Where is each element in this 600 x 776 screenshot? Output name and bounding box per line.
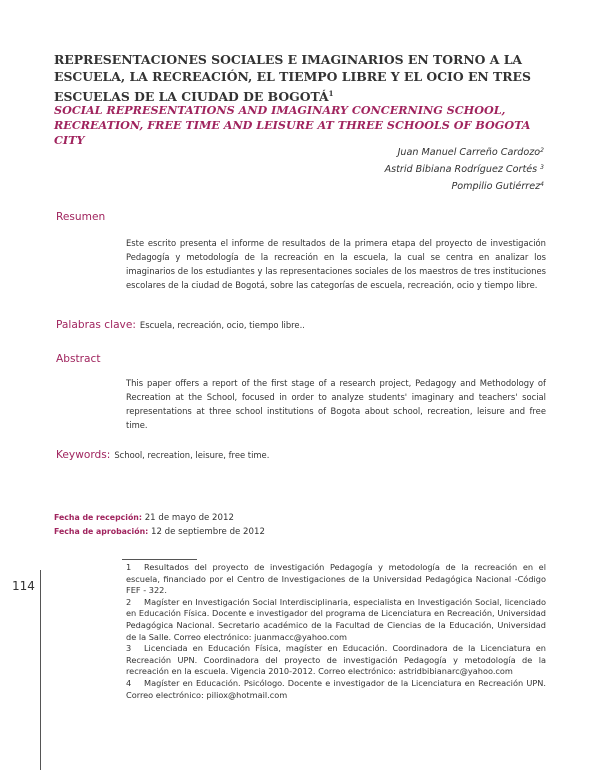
- author-3-footnote-ref[interactable]: 4: [540, 181, 544, 188]
- footnote-1: 1 Resultados del proyecto de investigación Pedagogía y metodología de la recreación en el escuela, financiado por el Centro de Investigaciones de la Universidad Pedagógica Nacional -Código FEF - 322.: [126, 562, 546, 596]
- footnotes: [126, 562, 546, 701]
- footnote-2: 2 Magíster en Investigación Social Interdisciplinaria, especialista en Investigación Social, licenciado en Educación Física. Docente e investigador del programa de Licenciatura en Recreación, Universidad Pedagógica Nacional. Secretario académico de la Facultad de Ciencias de la Educación, Universidad de la Salle. Correo electrónico: juanmacc@yahoo.com: [126, 596, 546, 642]
- palabras-clave-row: [56, 313, 305, 332]
- article-title-english: SOCIAL REPRESENTATIONS AND IMAGINARY CONCERNING SCHOOL, RECREATION, FREE TIME AND LEISURE AT THREE SCHOOLS OF BOGOTA CITY: [54, 103, 531, 147]
- fecha-aprobacion-value: 12 de septiembre de 2012: [150, 527, 265, 537]
- title-es-footnote-ref[interactable]: 1: [328, 89, 334, 98]
- fecha-recepcion: [54, 513, 234, 523]
- keywords-label: Keywords:: [56, 449, 111, 461]
- author-1: Juan Manuel Carreño Cardozo$^2$: [397, 147, 544, 158]
- footnote-3: 3 Licenciada en Educación Física, magíster en Educación. Coordinadora de la Licenciatura en Recreación UPN. Coordinadora del proyecto de investigación Pedagogía y metodología de la recreación en la escuela. Vigencia 2010-2012. Correo electrónico: astridbibianarc@yahoo.com: [126, 643, 546, 677]
- fecha-aprobacion-label: Fecha de aprobación:: [54, 527, 149, 536]
- fecha-recepcion-value: 21 de mayo de 2012: [144, 513, 234, 523]
- palabras-clave-label: Palabras clave:: [56, 319, 136, 331]
- fecha-aprobacion: [54, 527, 265, 537]
- resumen-heading: Resumen: [56, 211, 106, 223]
- author-3: Pompilio Gutiérrez$^4$: [451, 181, 544, 192]
- page-number: 114: [12, 579, 35, 593]
- keywords-value: School, recreation, leisure, free time.: [114, 450, 270, 460]
- author-2-footnote-ref[interactable]: 3: [540, 164, 544, 171]
- title-es-text: REPRESENTACIONES SOCIALES E IMAGINARIOS EN TORNO A LA ESCUELA, LA RECREACIÓN, EL TIEMPO LIBRE Y EL OCIO EN TRES ESCUELAS DE LA CIUDAD DE BOGOTÁ: [54, 52, 531, 105]
- keywords-row: [56, 443, 269, 462]
- footnote-4: 4 Magíster en Educación. Psicólogo. Docente e investigador de la Licenciatura en Recreación UPN. Correo electrónico: piliox@hotmail.com: [126, 677, 546, 700]
- abstract-text: This paper offers a report of the first stage of a research project, Pedagogy and Methodology of Recreation at the School, focused in order to analyze students' imaginary and teachers' social representations at three school institutions of Bogota about school, recreation, leisure and free time.: [126, 378, 546, 430]
- abstract-heading: Abstract: [56, 353, 101, 365]
- article-title-spanish: [54, 51, 554, 105]
- author-list: [385, 143, 544, 194]
- margin-rule: [40, 570, 41, 770]
- author-2: Astrid Bibiana Rodríguez Cortés $^3$: [384, 164, 544, 175]
- author-1-footnote-ref[interactable]: 2: [540, 147, 544, 154]
- footnote-separator: [122, 559, 197, 560]
- resumen-text: Este escrito presenta el informe de resultados de la primera etapa del proyecto de investigación Pedagogía y metodología de la recreación en la escuela, la cual se centra en analizar los imaginarios de los estudiantes y las representaciones sociales de los maestros de tres instituciones escolares de la ciudad de Bogotá, sobre las categorías de escuela, recreación, ocio y tiempo libre.: [126, 238, 546, 290]
- fecha-recepcion-label: Fecha de recepción:: [54, 513, 142, 522]
- palabras-clave-value: Escuela, recreación, ocio, tiempo libre..: [139, 320, 305, 330]
